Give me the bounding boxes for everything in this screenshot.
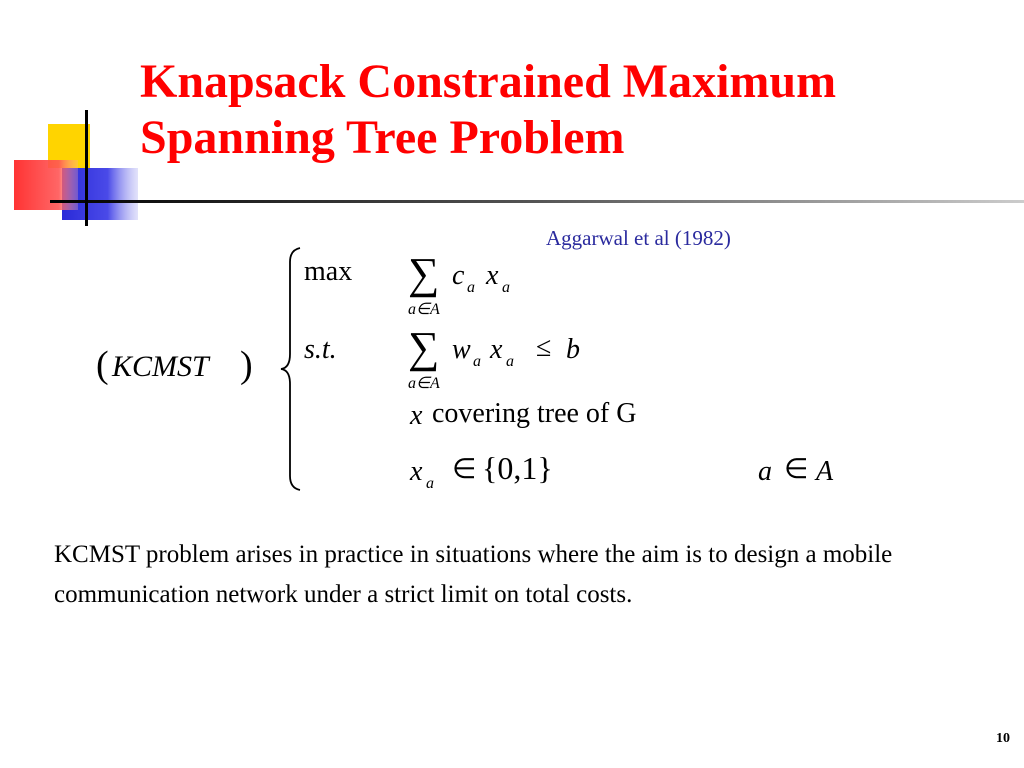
formula-A: A (816, 456, 834, 487)
formula-b: b (566, 334, 580, 365)
formula-x1-sub: a (502, 279, 510, 296)
formula-in-2: ∈ (784, 454, 809, 485)
formula-sum-1: ∑ (408, 249, 440, 298)
formula-sum-1-subscript: a∈A (408, 301, 440, 318)
formula-x4-sub: a (426, 475, 434, 492)
formula-c-sub: a (467, 279, 475, 296)
formula-w-sub: a (473, 353, 481, 370)
formula-open-paren: ( (96, 344, 109, 386)
formula-x1: x (486, 260, 499, 291)
formula-set: {0,1} (482, 450, 553, 486)
formula-x2-sub: a (506, 353, 514, 370)
formula-x3: x (410, 400, 423, 431)
citation: Aggarwal et al (1982) (546, 226, 731, 250)
formula-sum-2: ∑ (408, 323, 440, 372)
formula-st-label: s.t. (304, 334, 337, 365)
formula-covering-tree: covering tree of G (432, 398, 637, 429)
formula-x2: x (490, 334, 503, 365)
slide-number: 10 (996, 731, 1010, 746)
body-paragraph: KCMST problem arises in practice in situations where the aim is to design a mobile communication network under a strict limit on total costs. (54, 541, 893, 608)
formula-c: c (452, 260, 465, 291)
formula-w: w (452, 334, 471, 365)
formula-in-1: ∈ (452, 454, 477, 485)
title-line-2: Spanning Tree Problem (140, 111, 625, 164)
formula-leq: ≤ (536, 332, 552, 363)
formula-left-brace (278, 246, 304, 492)
formula-sum-2-subscript: a∈A (408, 375, 440, 392)
formula-max-label: max (304, 256, 353, 287)
formula-a: a (758, 456, 772, 487)
formula-name: KCMST (112, 350, 209, 383)
title-line-1: Knapsack Constrained Maximum (140, 55, 837, 108)
formula-x4: x (410, 456, 423, 487)
formula-close-paren: ) (240, 344, 253, 386)
